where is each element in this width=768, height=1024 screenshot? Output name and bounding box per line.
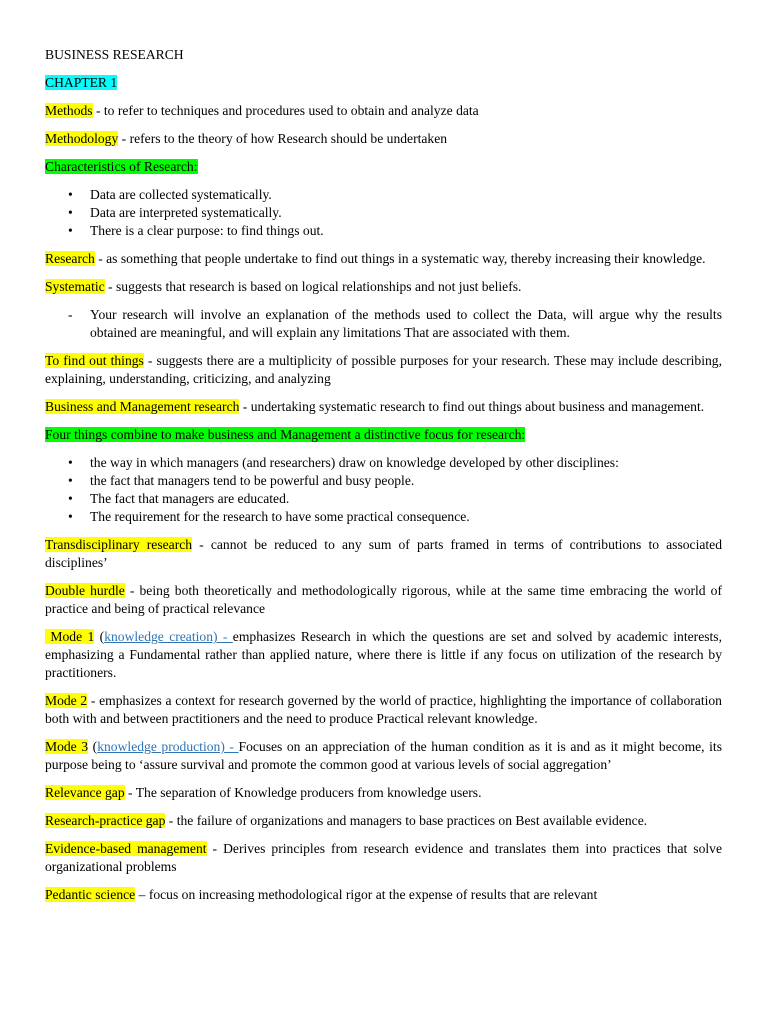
definition-research (45, 250, 722, 268)
four-things-list (45, 454, 722, 526)
term-research-practice-gap: Research-practice gap (45, 813, 166, 828)
definition-double-hurdle (45, 582, 722, 618)
definition-mode3 (45, 738, 722, 774)
definition-mode1 (45, 628, 722, 682)
definition-ebm (45, 840, 722, 876)
document-title-text: BUSINESS RESEARCH (45, 47, 184, 62)
def-find-out: - suggests there are a multiplicity of possible purposes for your research. These may include describing, explaining, understanding, criticizing, and analyzing (45, 353, 722, 386)
def-mode1: emphasizes Research in which the questions are set and solved by academic interests, emphasizing a Fundamental rather than applied nature, where there is little if any focus on utilization of the research by practitioners. (45, 629, 722, 680)
term-ebm: Evidence-based management (45, 841, 207, 856)
characteristics-list (45, 186, 722, 240)
four-things-heading (45, 426, 722, 444)
term-mode3: Mode 3 (45, 739, 89, 754)
list-item: • the way in which managers (and researchers) draw on knowledge developed by other disciplines: (45, 454, 722, 472)
list-item: - Your research will involve an explanation of the methods used to collect the Data, will argue why the results obtained are meaningful, and will explain any limitations That are associated with them. (45, 306, 722, 342)
def-research-practice-gap: - the failure of organizations and managers to base practices on Best available evidence. (165, 813, 648, 828)
definition-transdisciplinary (45, 536, 722, 572)
term-transdisciplinary: Transdisciplinary research (45, 537, 193, 552)
def-mode2: - emphasizes a context for research governed by the world of practice, highlighting the importance of collaboration both with and between practitioners and the need to produce Practical relevant knowledge. (45, 693, 722, 726)
term-mode1-text: Mode 1 (50, 629, 95, 644)
def-systematic: - suggests that research is based on logical relationships and not just beliefs. (104, 279, 522, 294)
def-mode3: Focuses on an appreciation of the human condition as it is and as it might become, its purpose being to ‘assure survival and promote the common good at various levels of social aggregation’ (45, 739, 722, 772)
term-double-hurdle: Double hurdle (45, 583, 125, 598)
def-relevance-gap: - The separation of Knowledge producers from knowledge users. (124, 785, 482, 800)
list-item: • Data are collected systematically. (45, 186, 722, 204)
link-knowledge-production[interactable]: knowledge production) - (97, 739, 239, 754)
list-item: • The fact that managers are educated. (45, 490, 722, 508)
term-systematic: Systematic (45, 279, 105, 294)
def-research: - as something that people undertake to find out things in a systematic way, thereby increasing their knowledge. (94, 251, 706, 266)
term-relevance-gap: Relevance gap (45, 785, 125, 800)
definition-relevance-gap (45, 784, 722, 802)
def-bm-research: - undertaking systematic research to find out things about business and management. (239, 399, 705, 414)
chapter-heading-text: CHAPTER 1 (45, 75, 118, 90)
def-methodology: - refers to the theory of how Research should be undertaken (118, 131, 448, 146)
document-body (45, 46, 722, 904)
paren-mode1: ( (94, 629, 105, 644)
definition-methodology (45, 130, 722, 148)
term-methods: Methods (45, 103, 93, 118)
link-knowledge-creation[interactable]: knowledge creation) - (104, 629, 233, 644)
term-bm-research: Business and Management research (45, 399, 240, 414)
def-methods: - to refer to techniques and procedures used to obtain and analyze data (92, 103, 479, 118)
document-title (45, 46, 722, 64)
definition-bm-research (45, 398, 722, 416)
list-item: • There is a clear purpose: to find things out. (45, 222, 722, 240)
definition-mode2 (45, 692, 722, 728)
definition-methods (45, 102, 722, 120)
def-double-hurdle: - being both theoretically and methodologically rigorous, while at the same time embracing the world of practice and being of practical relevance (45, 583, 722, 616)
list-item: • The requirement for the research to have some practical consequence. (45, 508, 722, 526)
term-pedantic: Pedantic science (45, 887, 136, 902)
list-item: • Data are interpreted systematically. (45, 204, 722, 222)
term-find-out: To find out things (45, 353, 144, 368)
chapter-heading (45, 74, 722, 92)
four-things-heading-text: Four things combine to make business and Management a distinctive focus for research: (45, 427, 526, 442)
paren-mode3: ( (88, 739, 98, 754)
def-pedantic: – focus on increasing methodological rigor at the expense of results that are relevant (135, 887, 598, 902)
term-mode2: Mode 2 (45, 693, 88, 708)
definition-systematic (45, 278, 722, 296)
term-research: Research (45, 251, 95, 266)
def-ebm: - Derives principles from research evidence and translates them into practices that solve organizational problems (45, 841, 722, 874)
characteristics-heading (45, 158, 722, 176)
list-item: • the fact that managers tend to be powerful and busy people. (45, 472, 722, 490)
term-methodology: Methodology (45, 131, 119, 146)
systematic-note-list (45, 306, 722, 342)
def-transdisciplinary: - cannot be reduced to any sum of parts framed in terms of contributions to associated disciplines’ (45, 537, 723, 570)
definition-research-practice-gap (45, 812, 722, 830)
characteristics-heading-text: Characteristics of Research: (45, 159, 198, 174)
definition-pedantic (45, 886, 722, 904)
definition-find-out (45, 352, 722, 388)
term-mode1 (45, 629, 94, 644)
